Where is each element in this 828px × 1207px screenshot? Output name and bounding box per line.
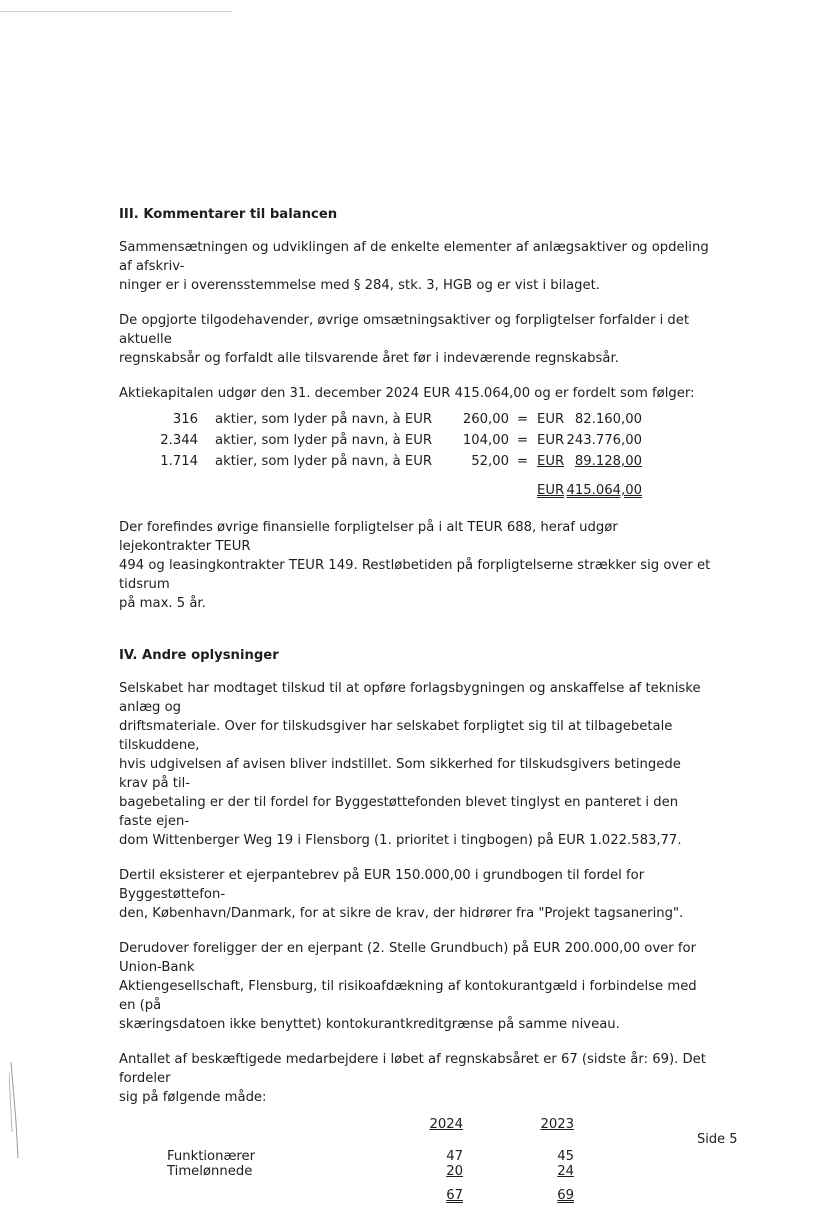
share-amount: 243.776,00 xyxy=(566,433,642,448)
share-count: 1.714 xyxy=(160,454,198,469)
equals-sign: = xyxy=(517,454,529,469)
paragraph-owner-mortgage xyxy=(119,866,711,923)
paragraph-financial-obligations xyxy=(119,518,711,613)
text-line: Selskabet har modtaget tilskud til at opføre forlagsbygningen og anskaffelse af tekniske anlæg og xyxy=(119,681,701,715)
text-line: ninger er i overensstemmelse med § 284, stk. 3, HGB og er vist i bilaget. xyxy=(119,278,600,293)
text-line: sig på følgende måde: xyxy=(119,1090,267,1105)
scan-artifact xyxy=(9,1062,21,1158)
share-price: 104,00 xyxy=(462,433,509,448)
text-line: hvis udgivelsen af avisen bliver indstillet. Som sikkerhed for tilskudsgivers betingede krav på til- xyxy=(119,757,681,791)
page-number: Side 5 xyxy=(697,1132,738,1147)
employee-category: Funktionærer xyxy=(167,1149,256,1164)
share-amount: 89.128,00 xyxy=(574,454,642,469)
employees-total-row xyxy=(119,1186,711,1205)
paragraph-share-capital: Aktiekapitalen udgør den 31. december 2024 EUR 415.064,00 og er fordelt som følger: xyxy=(119,386,695,401)
share-count: 316 xyxy=(172,412,198,427)
employee-count-2023: 45 xyxy=(557,1149,574,1164)
text-line: bagebetaling er der til fordel for Byggestøttefonden blevet tinglyst en panteret i den faste ejen- xyxy=(119,795,679,829)
text-line: Sammensætningen og udviklingen af de enkelte elementer af anlægsaktiver og opdeling af afskriv- xyxy=(119,240,709,274)
employee-count-2024: 20 xyxy=(446,1164,463,1179)
page-content xyxy=(119,205,711,1207)
text-line: Antallet af beskæftigede medarbejdere i løbet af regnskabsåret er 67 (sidste år: 69). Det fordeler xyxy=(119,1052,706,1086)
text-line: Der forefindes øvrige finansielle forpligtelser på i alt TEUR 688, heraf udgør lejekontrakter TEUR xyxy=(119,520,618,554)
paragraph-receivables xyxy=(119,311,711,368)
text-line: 494 og leasingkontrakter TEUR 149. Restløbetiden på forpligtelserne strækker sig over et tidsrum xyxy=(119,558,711,592)
equals-sign: = xyxy=(517,433,529,448)
text-line: driftsmateriale. Over for tilskudsgiver har selskabet forpligtet sig til at tilbagebetale tilskuddene, xyxy=(119,719,673,753)
share-row xyxy=(119,431,711,450)
employee-count-2024: 47 xyxy=(446,1149,463,1164)
text-line: Derudover foreligger der en ejerpant (2. Stelle Grundbuch) på EUR 200.000,00 over for Union-Bank xyxy=(119,941,697,975)
text-line: dom Wittenberger Weg 19 i Flensborg (1. prioritet i tingbogen) på EUR 1.022.583,77. xyxy=(119,833,682,848)
year-header: 2024 xyxy=(429,1117,463,1132)
year-header: 2023 xyxy=(540,1117,574,1132)
paragraph-subsidies xyxy=(119,679,711,850)
share-description: aktier, som lyder på navn, à EUR xyxy=(215,454,433,469)
paragraph-union-bank xyxy=(119,939,711,1034)
employees-header-row xyxy=(119,1115,711,1134)
employees-table xyxy=(119,1115,711,1207)
text-line: Dertil eksisterer et ejerpantebrev på EUR 150.000,00 i grundbogen til fordel for Byggestøttefon- xyxy=(119,868,645,902)
text-line: skæringsdatoen ikke benyttet) kontokurantkreditgrænse på samme niveau. xyxy=(119,1017,620,1032)
section-heading-balance: III. Kommentarer til balancen xyxy=(119,207,338,222)
paragraph-fixed-assets xyxy=(119,238,711,295)
employee-total-2023: 69 xyxy=(557,1188,574,1203)
employees-row xyxy=(119,1162,711,1181)
text-line: regnskabsår og forfaldt alle tilsvarende året før i indeværende regnskabsår. xyxy=(119,351,619,366)
share-capital-table xyxy=(119,410,711,506)
currency: EUR xyxy=(537,433,565,448)
text-line: den, København/Danmark, for at sikre de krav, der hidrører fra "Projekt tagsanering". xyxy=(119,906,684,921)
share-row xyxy=(119,452,711,471)
section-heading-other-info: IV. Andre oplysninger xyxy=(119,648,279,663)
text-line: Aktiengesellschaft, Flensburg, til risikoafdækning af kontokurantgæld i forbindelse med en (på xyxy=(119,979,697,1013)
share-price: 52,00 xyxy=(471,454,509,469)
share-description: aktier, som lyder på navn, à EUR xyxy=(215,412,433,427)
employee-total-2024: 67 xyxy=(446,1188,463,1203)
share-description: aktier, som lyder på navn, à EUR xyxy=(215,433,433,448)
share-amount: 82.160,00 xyxy=(574,412,642,427)
total-amount: 415.064,00 xyxy=(566,483,642,498)
total-currency: EUR xyxy=(537,483,565,498)
employee-category: Timelønnede xyxy=(167,1164,253,1179)
share-total-row xyxy=(119,481,711,500)
currency: EUR xyxy=(537,412,565,427)
paragraph-employees xyxy=(119,1050,711,1107)
scan-edge-line xyxy=(0,11,232,12)
text-line: De opgjorte tilgodehavender, øvrige omsætningsaktiver og forpligtelser forfalder i det aktuelle xyxy=(119,313,690,347)
share-count: 2.344 xyxy=(160,433,198,448)
text-line: på max. 5 år. xyxy=(119,596,206,611)
share-price: 260,00 xyxy=(462,412,509,427)
equals-sign: = xyxy=(517,412,529,427)
share-row xyxy=(119,410,711,429)
currency: EUR xyxy=(537,454,565,469)
employee-count-2023: 24 xyxy=(557,1164,574,1179)
